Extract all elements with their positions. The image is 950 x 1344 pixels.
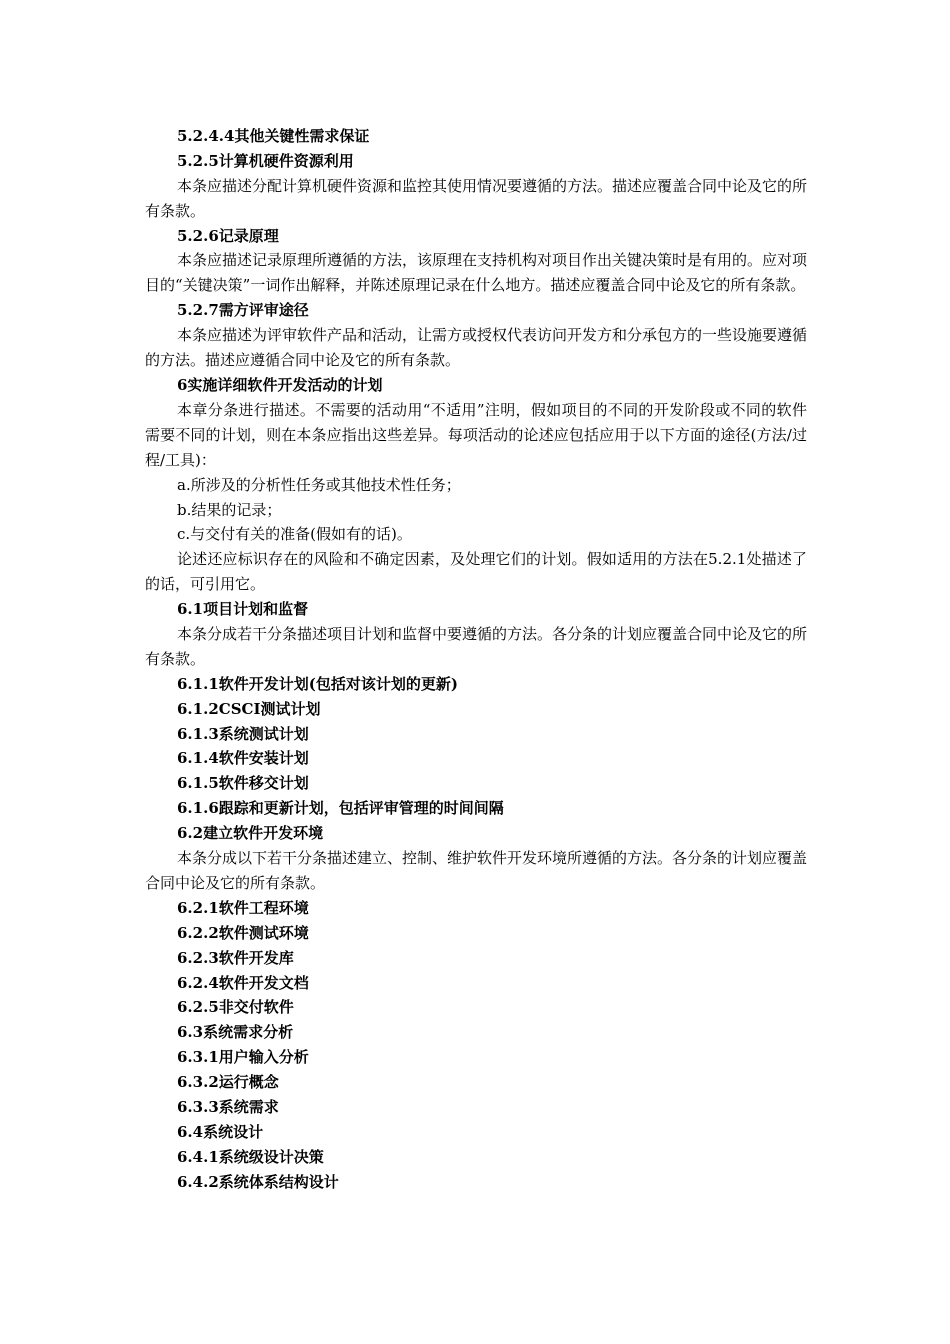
section-heading: 6.1.2CSCI测试计划: [177, 699, 321, 718]
section-heading: 6.2建立软件开发环境: [177, 824, 324, 843]
section-heading: 5.2.6记录原理: [177, 226, 279, 245]
chapter-heading: 6实施详细软件开发活动的计划: [177, 376, 383, 394]
list-item: b.结果的记录；: [177, 500, 282, 519]
body-paragraph: 本条分成若干分条描述项目计划和监督中要遵循的方法。各分条的计划应覆盖合同中论及它的所有条款。: [145, 624, 808, 668]
section-heading: 6.1.3系统测试计划: [177, 724, 309, 743]
body-paragraph: 本条应描述为评审软件产品和活动，让需方或授权代表访问开发方和分承包方的一些设施要遵循的方法。描述应遵循合同中论及它的所有条款。: [145, 326, 808, 370]
list-item: a.所涉及的分析性任务或其他技术性任务；: [177, 475, 461, 494]
section-heading: 6.3.2运行概念: [177, 1073, 279, 1092]
section-heading: 6.3.1用户输入分析: [177, 1048, 309, 1067]
section-heading: 6.1.6跟踪和更新计划，包括评审管理的时间间隔: [177, 799, 504, 818]
section-heading: 6.3系统需求分析: [177, 1023, 294, 1042]
section-heading: 6.3.3系统需求: [177, 1097, 279, 1116]
section-heading: 6.2.1软件工程环境: [177, 898, 309, 917]
body-paragraph: 本条应描述记录原理所遵循的方法，该原理在支持机构对项目作出关键决策时是有用的。应对项目的“关键决策”一词作出解释，并陈述原理记录在什么地方。描述应覆盖合同中论及它的所有条款。: [145, 251, 808, 295]
section-heading: 5.2.5计算机硬件资源利用: [177, 151, 354, 170]
section-heading: 6.2.3软件开发库: [177, 948, 294, 967]
section-heading: 6.1项目计划和监督: [177, 600, 309, 619]
section-heading: 6.2.4软件开发文档: [177, 973, 309, 992]
list-item: c.与交付有关的准备(假如有的话)。: [177, 525, 412, 544]
section-heading: 6.1.1软件开发计划(包括对该计划的更新): [177, 674, 458, 693]
section-heading: 6.2.2软件测试环境: [177, 923, 309, 942]
section-heading: 6.4.1系统级设计决策: [177, 1147, 324, 1166]
body-paragraph: 本条分成以下若干分条描述建立、控制、维护软件开发环境所遵循的方法。各分条的计划应覆盖合同中论及它的所有条款。: [145, 849, 808, 892]
section-heading: 6.4系统设计: [177, 1122, 264, 1141]
document-body: [145, 124, 807, 1195]
section-heading: 5.2.7需方评审途径: [177, 301, 309, 320]
section-heading: 6.4.2系统体系结构设计: [177, 1172, 339, 1191]
section-heading: 6.2.5非交付软件: [177, 998, 294, 1017]
section-heading: 6.1.5软件移交计划: [177, 774, 309, 793]
body-paragraph: 本章分条进行描述。不需要的活动用“不适用”注明，假如项目的不同的开发阶段或不同的软件需要不同的计划，则在本条应指出这些差异。每项活动的论述应包括应用于以下方面的途径(方法/过程/工具)：: [145, 400, 807, 469]
body-paragraph: 论述还应标识存在的风险和不确定因素，及处理它们的计划。假如适用的方法在5.2.1处描述了的话，可引用它。: [145, 550, 807, 594]
section-heading: 5.2.4.4其他关键性需求保证: [177, 127, 370, 145]
body-paragraph: 本条应描述分配计算机硬件资源和监控其使用情况要遵循的方法。描述应覆盖合同中论及它的所有条款。: [145, 176, 808, 220]
section-heading: 6.1.4软件安装计划: [177, 749, 309, 768]
